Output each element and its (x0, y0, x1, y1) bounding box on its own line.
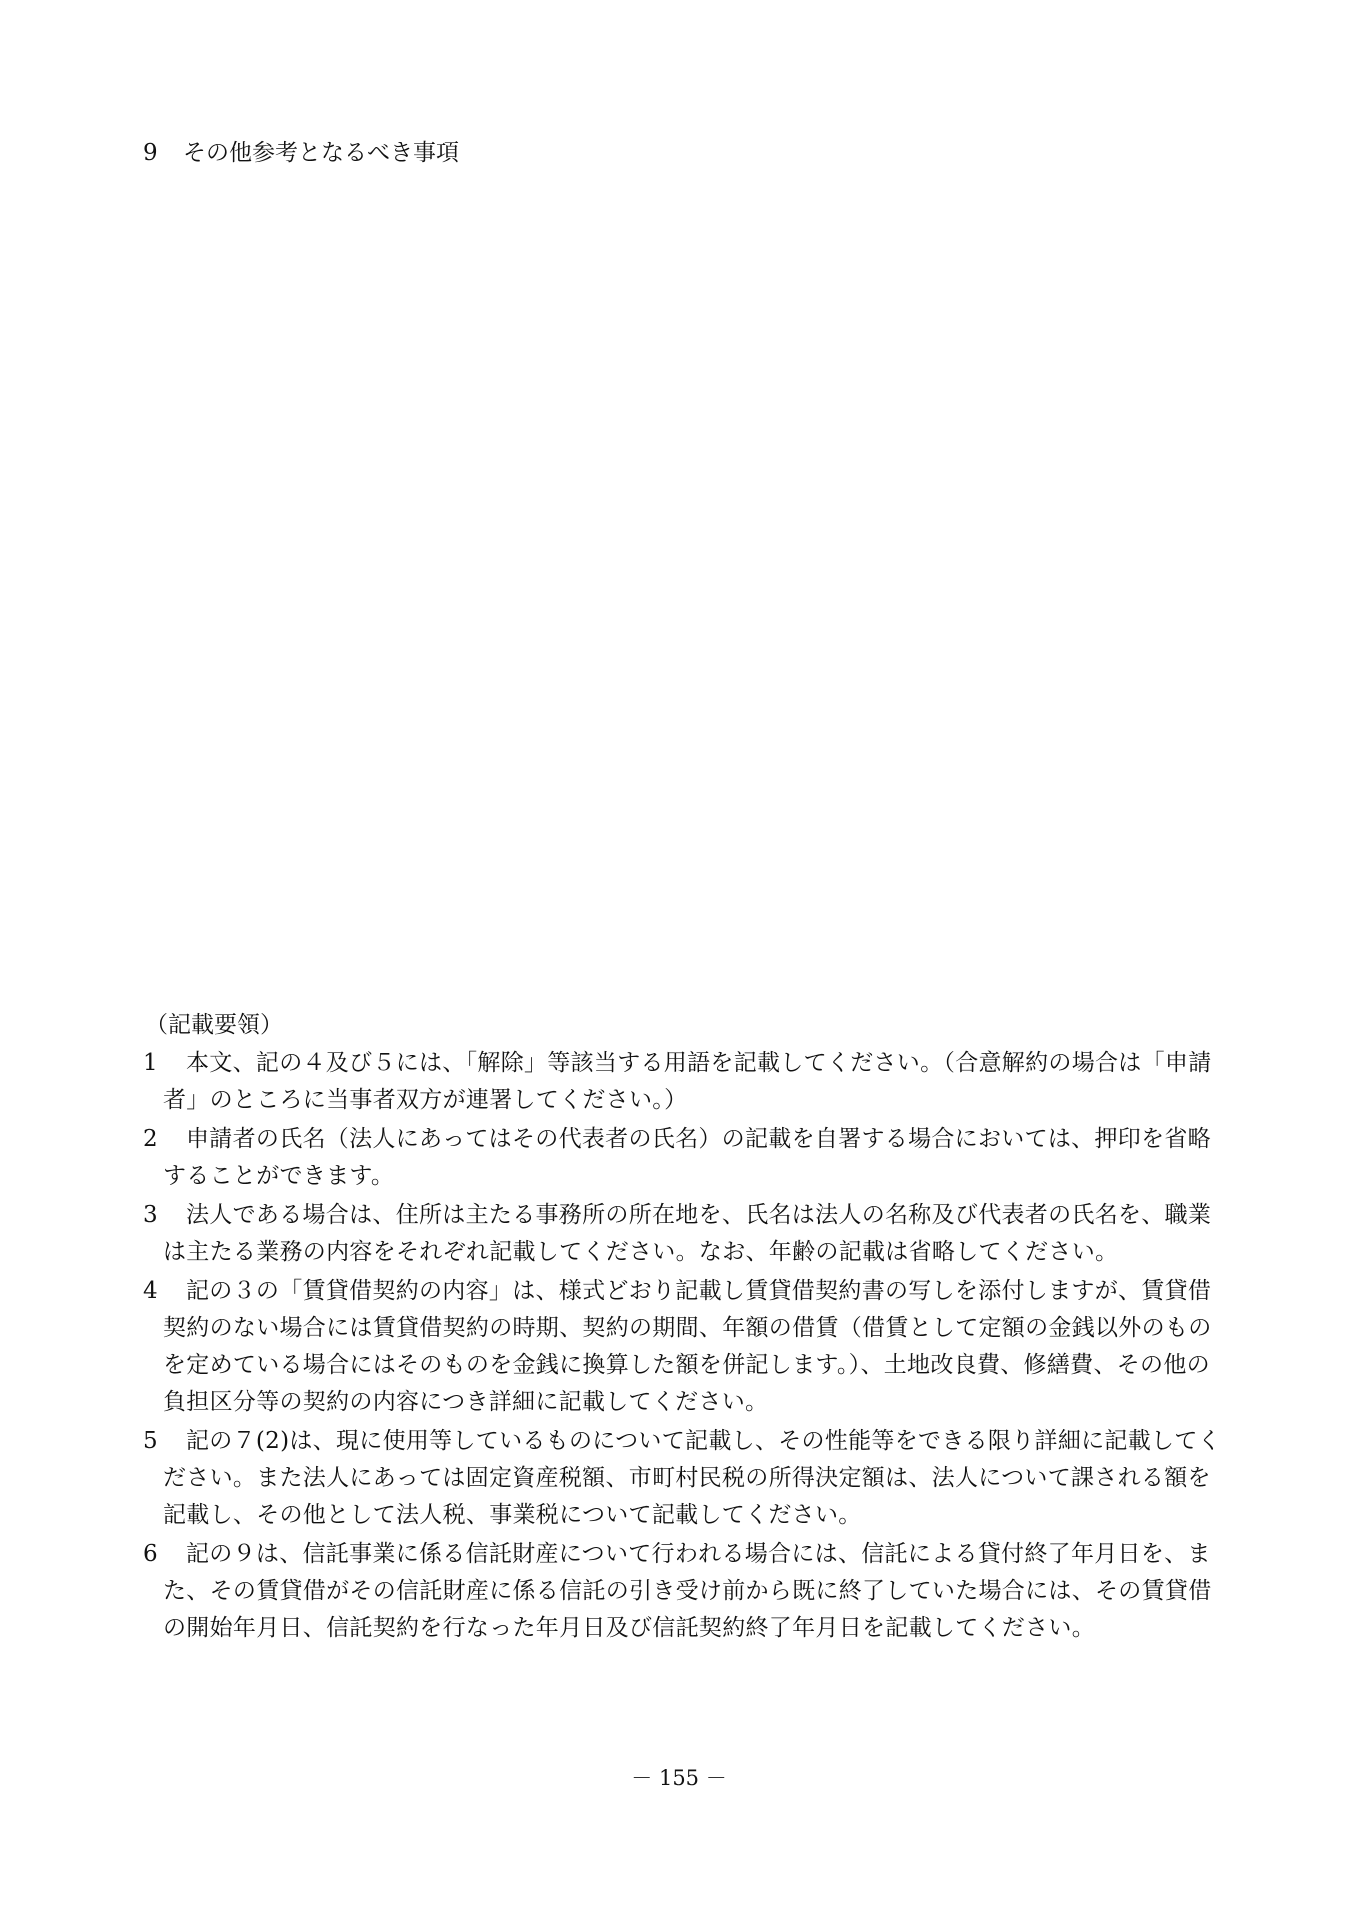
note-text: 本文、記の４及び５には、「解除」等該当する用語を記載してください。（合意解約の場合は「申請者」のところに当事者双方が連署してください。） (163, 1050, 1212, 1113)
note-item (143, 1273, 1228, 1421)
note-item (143, 1121, 1228, 1195)
note-number: 4 (143, 1278, 158, 1304)
notes-title: （記載要領） (145, 1012, 283, 1038)
note-text: 記の９は、信託事業に係る信託財産について行われる場合には、信託による貸付終了年月日を、また、その賃貸借がその信託財産に係る信託の引き受け前から既に終了していた場合には、その賃貸借の開始年月日、信託契約を行なった年月日及び信託契約終了年月日を記載してください。 (163, 1541, 1212, 1641)
note-text: 法人である場合は、住所は主たる事務所の所在地を、氏名は法人の名称及び代表者の氏名を、職業は主たる業務の内容をそれぞれ記載してください。なお、年齢の記載は省略してください。 (163, 1202, 1212, 1265)
note-text: 記の７(2)は、現に使用等しているものについて記載し、その性能等をできる限り詳細に記載してください。また法人にあっては固定資産税額、市町村民税の所得決定額は、法人について課される額を記載し、その他として法人税、事業税について記載してください。 (163, 1428, 1221, 1528)
note-number: 6 (143, 1541, 158, 1567)
note-text: 記の３の「賃貸借契約の内容」は、様式どおり記載し賃貸借契約書の写しを添付しますが、賃貸借契約のない場合には賃貸借契約の時期、契約の期間、年額の借賃（借賃として定額の金銭以外のものを定めている場合にはそのものを金銭に換算した額を併記します。）、土地改良費、修繕費、その他の負担区分等の契約の内容につき詳細に記載してください。 (163, 1278, 1212, 1415)
note-number: 5 (143, 1428, 158, 1454)
note-text: 申請者の氏名（法人にあってはその代表者の氏名）の記載を自署する場合においては、押印を省略することができます。 (163, 1126, 1211, 1189)
section-heading (143, 136, 459, 170)
section-title: その他参考となるべき事項 (183, 140, 459, 166)
section-number: 9 (143, 140, 158, 166)
note-number: 2 (143, 1126, 158, 1152)
notes-block (143, 1008, 1228, 1649)
note-item (143, 1536, 1228, 1647)
note-item (143, 1423, 1228, 1534)
note-number: 3 (143, 1202, 158, 1228)
note-number: 1 (143, 1050, 158, 1076)
page-number: － 155 － (631, 1766, 727, 1790)
note-item (143, 1197, 1228, 1271)
note-item (143, 1045, 1228, 1119)
